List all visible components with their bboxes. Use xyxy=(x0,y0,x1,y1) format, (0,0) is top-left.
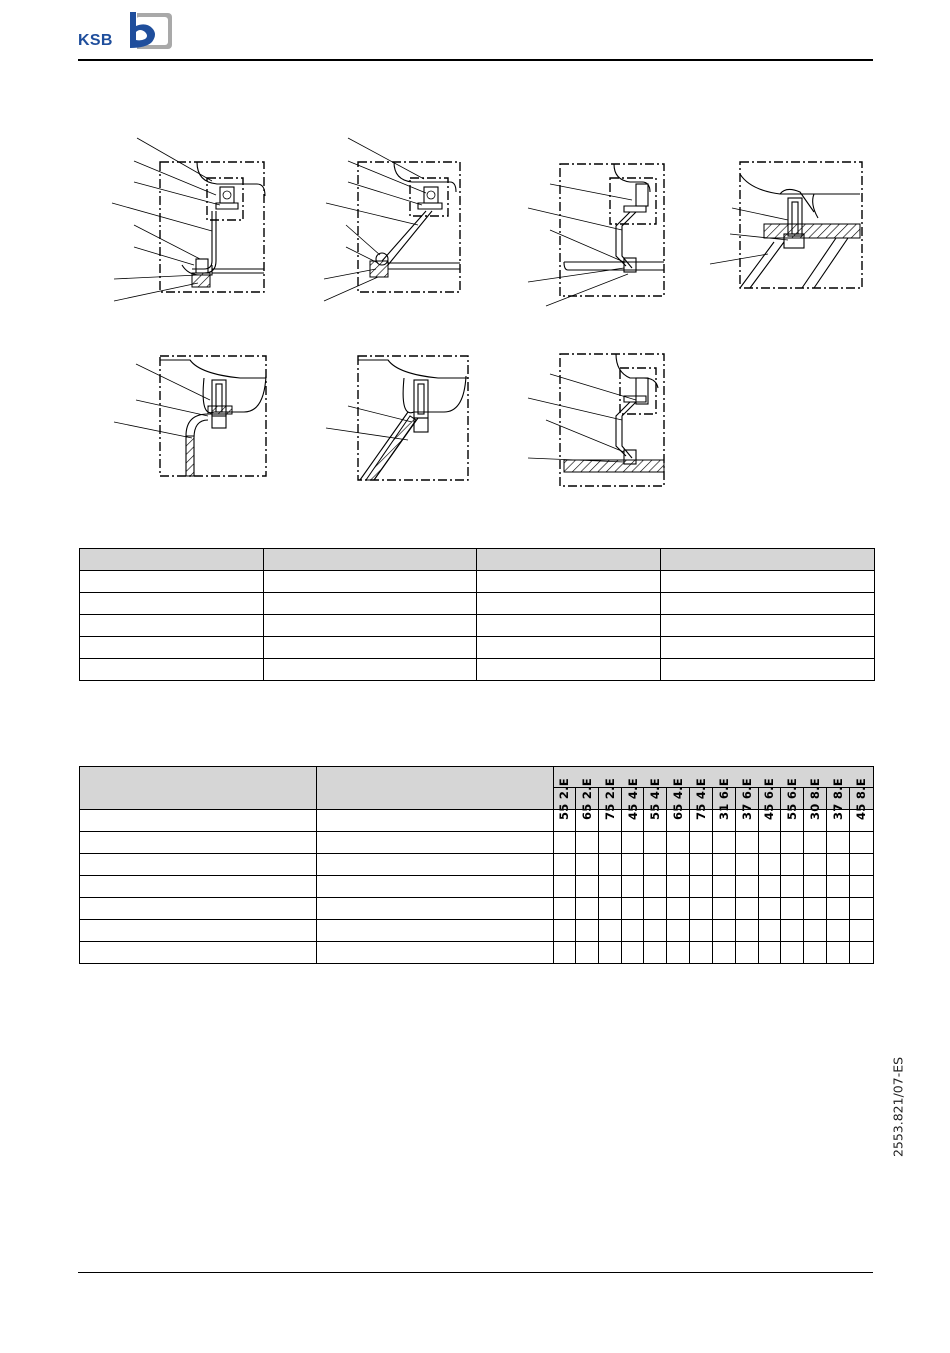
model-header-cell xyxy=(667,777,690,820)
table-row xyxy=(80,810,874,832)
header-rule xyxy=(78,59,873,61)
model-label: 45 4.E xyxy=(625,777,640,820)
model-label: 30 8.E xyxy=(808,777,823,820)
model-header-cell xyxy=(575,777,598,820)
table-2-header-cell xyxy=(80,767,317,810)
ksb-logo xyxy=(78,8,178,54)
table-2-header-row-1 xyxy=(80,767,874,788)
model-label: 65 4.E xyxy=(671,777,686,820)
model-header-cell xyxy=(804,777,827,820)
ksb-logo-mark-icon xyxy=(126,8,176,54)
model-header-cell xyxy=(735,777,758,820)
table-row xyxy=(80,920,874,942)
model-header-cell xyxy=(598,777,621,820)
table-2-group-header xyxy=(553,767,874,788)
logo-text: KSB xyxy=(78,32,113,49)
table-1 xyxy=(79,548,875,681)
model-header-cell xyxy=(758,777,780,820)
document-number: 2553.821/07-ES xyxy=(890,1056,906,1158)
model-header-cell xyxy=(712,777,735,820)
table-row xyxy=(80,832,874,854)
model-header-cell xyxy=(644,777,667,820)
table-row xyxy=(80,942,874,964)
figure-5-drawing xyxy=(112,350,272,480)
table-1-header-cell xyxy=(661,549,875,571)
footer-rule xyxy=(78,1272,873,1273)
table-1-header-cell xyxy=(264,549,477,571)
model-header-cell xyxy=(849,777,873,820)
model-header-cell xyxy=(781,777,804,820)
table-row xyxy=(80,854,874,876)
table-1-header-cell xyxy=(477,549,661,571)
model-header-cell xyxy=(553,777,575,820)
model-label: 55 2.E xyxy=(557,777,572,820)
model-label: 55 4.E xyxy=(648,777,663,820)
figure-1-drawing xyxy=(112,135,272,305)
model-label: 45 6.E xyxy=(762,777,777,820)
model-label: 37 8.E xyxy=(830,777,845,820)
figure-4-drawing xyxy=(708,160,868,295)
model-label: 37 6.E xyxy=(739,777,754,820)
model-label: 45 8.E xyxy=(854,777,869,820)
table-row xyxy=(80,593,875,615)
table-2 xyxy=(79,766,874,964)
model-header-cell xyxy=(690,777,712,820)
model-label: 31 6.E xyxy=(716,777,731,820)
figure-2-drawing xyxy=(322,135,472,305)
table-row xyxy=(80,659,875,681)
model-label: 65 2.E xyxy=(579,777,594,820)
table-row xyxy=(80,876,874,898)
figure-3-drawing xyxy=(524,160,674,310)
table-row xyxy=(80,615,875,637)
table-row xyxy=(80,898,874,920)
table-row xyxy=(80,571,875,593)
figure-7-drawing xyxy=(524,350,674,490)
model-label: 75 4.E xyxy=(694,777,709,820)
table-1-header-cell xyxy=(80,549,264,571)
model-header-cell xyxy=(827,777,849,820)
table-2-header-cell xyxy=(316,767,553,810)
model-label: 75 2.E xyxy=(602,777,617,820)
table-1-header-row xyxy=(80,549,875,571)
model-label: 55 6.E xyxy=(785,777,800,820)
table-row xyxy=(80,637,875,659)
model-header-cell xyxy=(621,777,643,820)
figure-6-drawing xyxy=(322,350,482,485)
